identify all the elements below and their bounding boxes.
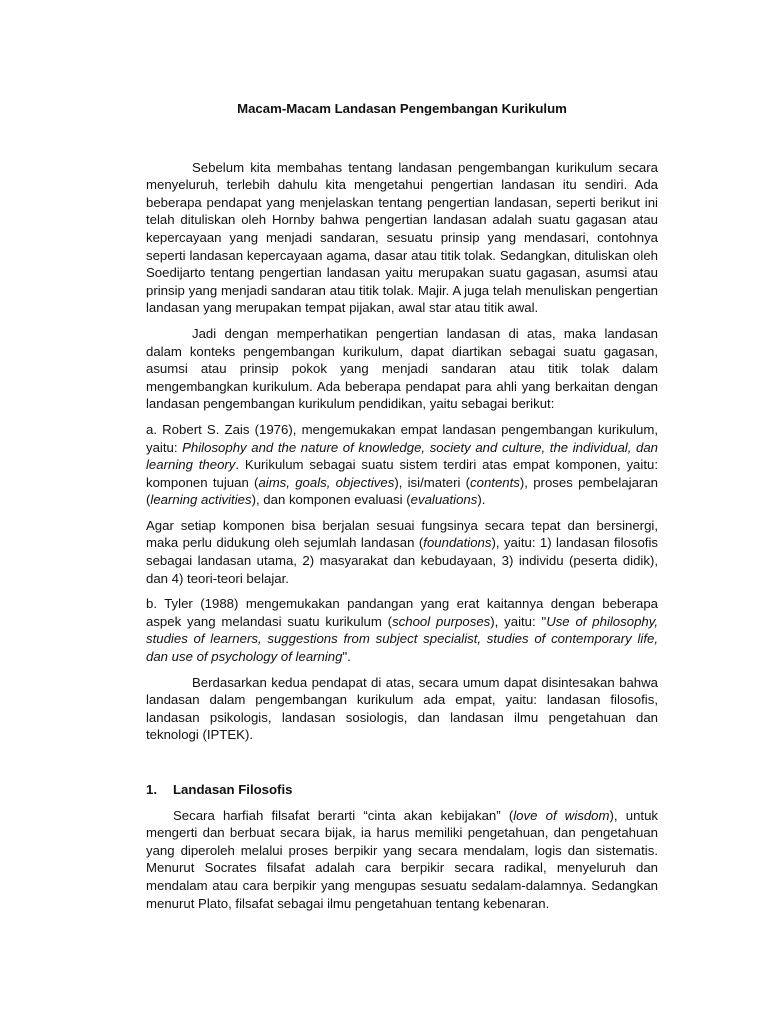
section-number: 1.	[146, 782, 157, 797]
section-heading-landasan-filosofis	[146, 781, 658, 799]
paragraph-zais: a. Robert S. Zais (1976), mengemukakan empat landasan pengembangan kurikulum, yaitu: Philosophy and the nature of knowledge, society and culture, the individual, dan learning theory. Kurikulum sebagai suatu sistem terdiri atas empat komponen, yaitu: komponen tujuan (aims, goals, objectives), isi/materi (contents), proses pembelajaran (learning activities), dan komponen evaluasi (evaluations).	[146, 421, 658, 508]
section-title: Landasan Filosofis	[173, 782, 293, 797]
paragraph-definition: Jadi dengan memperhatikan pengertian landasan di atas, maka landasan dalam konteks pengembangan kurikulum, dapat diartikan sebagai suatu gagasan, asumsi atau prinsip pokok yang menjadi sandaran atau titik tolak dalam mengembangkan kurikulum. Ada beberapa pendapat para ahli yang berkaitan dengan landasan pengembangan kurikulum pendidikan, yaitu sebagai berikut:	[146, 325, 658, 412]
document-title: Macam-Macam Landasan Pengembangan Kurikulum	[237, 101, 567, 116]
paragraph-tyler: b. Tyler (1988) mengemukakan pandangan yang erat kaitannya dengan beberapa aspek yang melandasi suatu kurikulum (school purposes), yaitu: "Use of philosophy, studies of learners, suggestions from subject specialist, studies of contemporary life, dan use of psychology of learning".	[146, 596, 659, 665]
document-page	[146, 100, 658, 920]
paragraph-foundations: Agar setiap komponen bisa berjalan sesuai fungsinya secara tepat dan bersinergi, maka perlu didukung oleh sejumlah landasan (foundations), yaitu: 1) landasan filosofis sebagai landasan utama, 2) masyarakat dan kebudayaan, 3) individu (peserta didik), dan 4) teori-teori belajar.	[146, 517, 658, 586]
paragraph-filsafat: Secara harfiah filsafat berarti “cinta akan kebijakan” (love of wisdom), untuk mengerti dan berbuat secara bijak, ia harus memiliki pengetahuan, dan pengetahuan yang diperoleh melalui proses berpikir yang secara mendalam, logis dan sistematis. Menurut Socrates filsafat adalah cara berpikir secara radikal, menyeluruh dan mendalam atau cara berpikir yang mengupas sesuatu sedalam-dalamnya. Sedangkan menurut Plato, filsafat sebagai ilmu pengetahuan tentang kebenaran.	[146, 807, 658, 911]
paragraph-intro: Sebelum kita membahas tentang landasan pengembangan kurikulum secara menyeluruh, terlebih dahulu kita mengetahui pengertian landasan itu sendiri. Ada beberapa pendapat yang menjelaskan tentang pengertian landasan, seperti berikut ini telah dituliskan oleh Hornby bahwa pengertian landasan adalah suatu gagasan atau kepercayaan yang menjadi sandaran, sesuatu prinsip yang mendasari, contohnya seperti landasan kepercayaan agama, dasar atau titik tolak. Sedangkan, dituliskan oleh Soedijarto tentang pengertian landasan yaitu merupakan suatu gagasan, asumsi atau prinsip yang menjadi sandaran atau titik tolak. Majir. A juga telah menuliskan pengertian landasan yang merupakan tempat pijakan, awal star atau titik awal.	[146, 159, 658, 316]
paragraph-synthesis: Berdasarkan kedua pendapat di atas, secara umum dapat disintesakan bahwa landasan dalam pengembangan kurikulum ada empat, yaitu: landasan filosofis, landasan psikologis, landasan sosiologis, dan landasan ilmu pengetahuan dan teknologi (IPTEK).	[146, 674, 658, 743]
